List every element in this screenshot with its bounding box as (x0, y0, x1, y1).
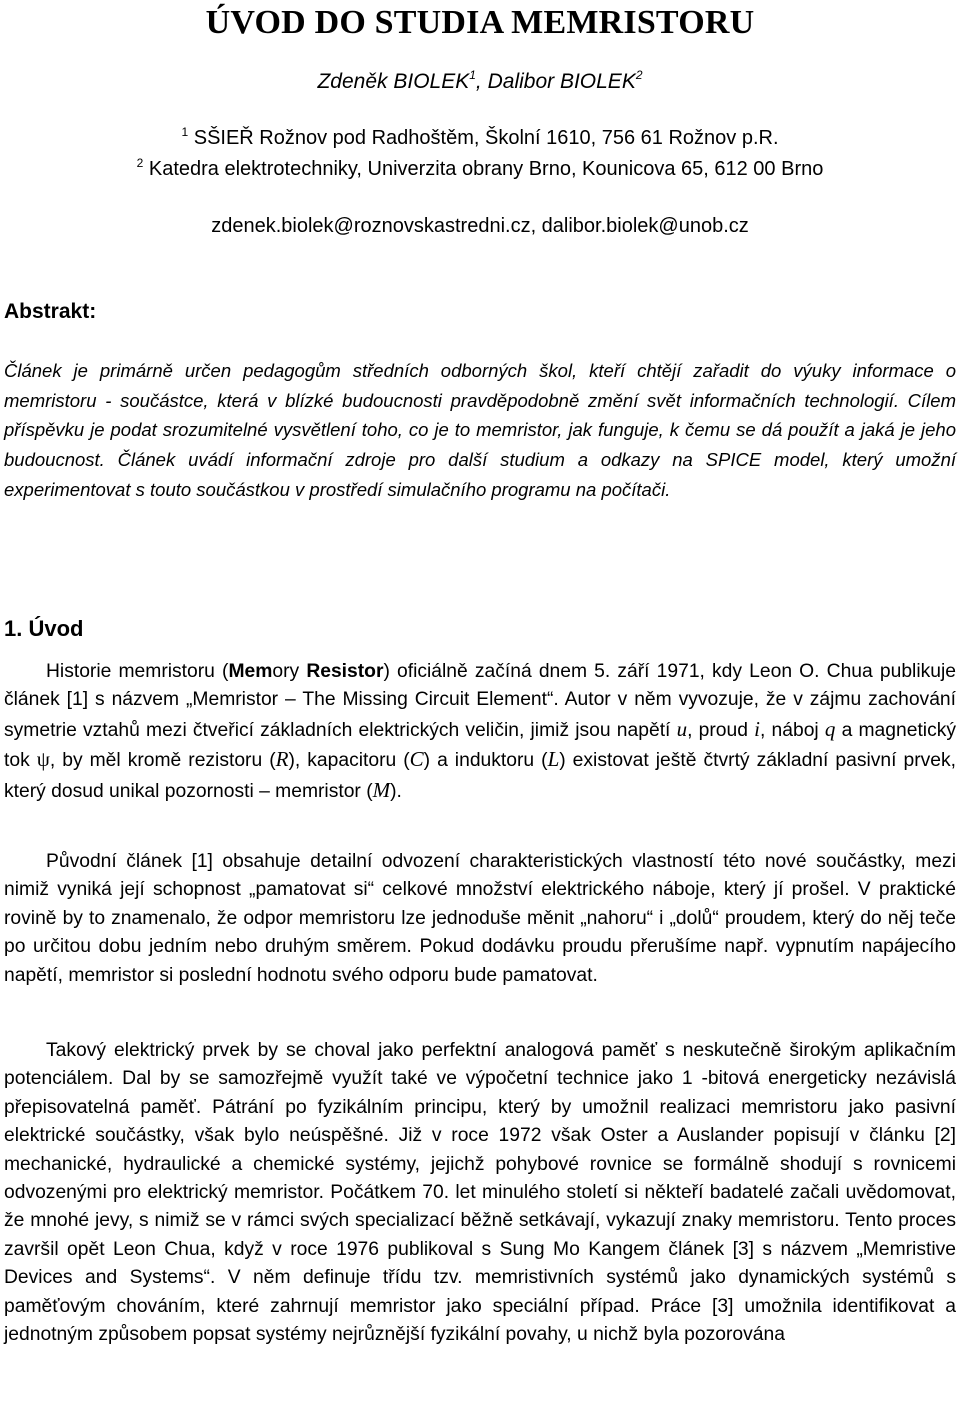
author-separator: , (475, 70, 488, 93)
symbol-voltage: u (676, 716, 688, 741)
author-emails: zdenek.biolek@roznovskastredni.cz, dalibor.biolek@unob.cz (211, 215, 749, 237)
author-1-affiliation-mark: 1 (469, 68, 476, 82)
affiliation-1 (0, 127, 960, 150)
intro-paragraph-3: Takový elektrický prvek by se choval jako perfektní analogová paměť s neskutečně širokým aplikačním potenciálem. Dal by se samozřejmě využít také ve výpočetní technice jako 1 -bitová energeticky nezávislá přepisovatelná paměť. Pátrání po fyzikálním principu, který by umožnil realizaci memristoru jako pasivní elektrické součástky, však bylo neúspěšné. Již v roce 1972 však Oster a Auslander popisují v článku [2] mechanické, hydraulické a chemické systémy, jejichž pohybové rovnice se formálně shodují s rovnicemi odvozenými pro elektrický memristor. Počátkem 70. let minulého století si někteří badatelé začali uvědomovat, že mnohé jevy, s nimiž se v rámci svých specializací běžně setkávají, vykazují znaky memristoru. Tento proces završil opět Leon Chua, když v roce 1976 publikoval s Sung Mo Kangem článek [3] s názvem „Memristive Devices and Systems“. V něm definuje třídu tzv. memristivních systémů jako dynamických systémů s paměťovým chováním, které zahrnují memristor jako speciální případ. Práce [3] umožnila identifikovat a jednotným způsobem popsat systémy nejrůznější fyzikální povahy, u nichž byla pozorována (4, 1040, 956, 1346)
text-run: ). (390, 780, 402, 802)
author-1: Zdeněk BIOLEK (317, 70, 470, 93)
affiliation-2-text: Katedra elektrotechniky, Univerzita obrany Brno, Kounicova 65, 612 00 Brno (143, 158, 824, 180)
abstract-text: Článek je primárně určen pedagogům středních odborných škol, kteří chtějí zařadit do výuky informace o memristoru - součástce, která v blízké budoucnosti pravděpodobně změní svět informačních technologií. Cílem příspěvku je podat srozumitelné vysvětlení toho, co je to memristor, jak funguje, k čemu se dá použít a jaká je jeho budoucnost. Článek uvádí informační zdroje pro další studium a odkazy na SPICE model, který umožní experimentovat s touto součástkou v prostředí simulačního programu na počítači. (4, 360, 956, 500)
text-run: ) existovat ještě čtvrtý základní pasivní prvek, který dosud unikal pozornosti – memristor ( (4, 750, 956, 802)
paper-title: ÚVOD DO STUDIA MEMRISTORU (205, 4, 755, 41)
affiliation-1-text: SŠIEŘ Rožnov pod Radhoštěm, Školní 1610, 756 61 Rožnov p.R. (188, 127, 779, 149)
intro-paragraph-2: Původní článek [1] obsahuje detailní odvození charakteristických vlastností této nové součástky, mezi nimiž vyniká její schopnost „pamatovat si“ celkové množství elektrického náboje, který jí prošel. V praktické rovině by to znamenalo, že odpor memristoru lze jednoduše měnit „nahoru“ i „dolů“ proudem, který do něj teče po určitou dobu jedním nebo druhým směrem. Pokud dodávku proudu přerušíme např. vypnutím napájecího napětí, memristor si poslední hodnotu svého odporu bude pamatovat. (4, 851, 956, 986)
text-run: ory (272, 661, 307, 682)
bold-run: Mem (228, 661, 273, 682)
affiliation-1-mark: 1 (181, 125, 189, 139)
text-run: , by měl kromě rezistoru ( (49, 750, 276, 772)
symbol-memristor: M (372, 777, 391, 802)
text-run: , proud (687, 719, 755, 741)
author-2-affiliation-mark: 2 (635, 68, 643, 82)
intro-paragraph-1 (4, 658, 956, 806)
text-run: , náboj (760, 719, 825, 741)
section-heading-intro: 1. Úvod (4, 616, 84, 641)
symbol-current: i (754, 716, 760, 741)
authors-line (0, 70, 960, 94)
abstract-heading: Abstrakt: (4, 300, 97, 323)
bold-run: Resistor (306, 661, 384, 682)
affiliation-2 (0, 158, 960, 181)
text-run: ) a induktoru ( (423, 750, 548, 772)
symbol-inductor: L (547, 747, 560, 772)
text-run: ) oficiálně začíná dnem 5. září 1971, kdy Leon O. Chua publikuje článek [1] s názvem „Memristor – The Missing Circuit Element“. Autor v něm vyvozuje, že v zájmu zachování symetrie vztahů mezi čtveřicí základních elektrických veličin, jimiž jsou napětí (4, 661, 956, 741)
text-run: ), kapacitoru ( (288, 750, 410, 772)
text-run: Historie memristoru ( (46, 661, 229, 682)
symbol-capacitor: C (409, 747, 424, 772)
affiliation-2-mark: 2 (136, 156, 144, 170)
symbol-flux: ψ (36, 747, 50, 772)
text-run: a magnetický tok (4, 719, 957, 772)
author-2: Dalibor BIOLEK (487, 70, 636, 93)
symbol-resistor: R (275, 747, 289, 772)
symbol-charge: q (824, 716, 836, 741)
